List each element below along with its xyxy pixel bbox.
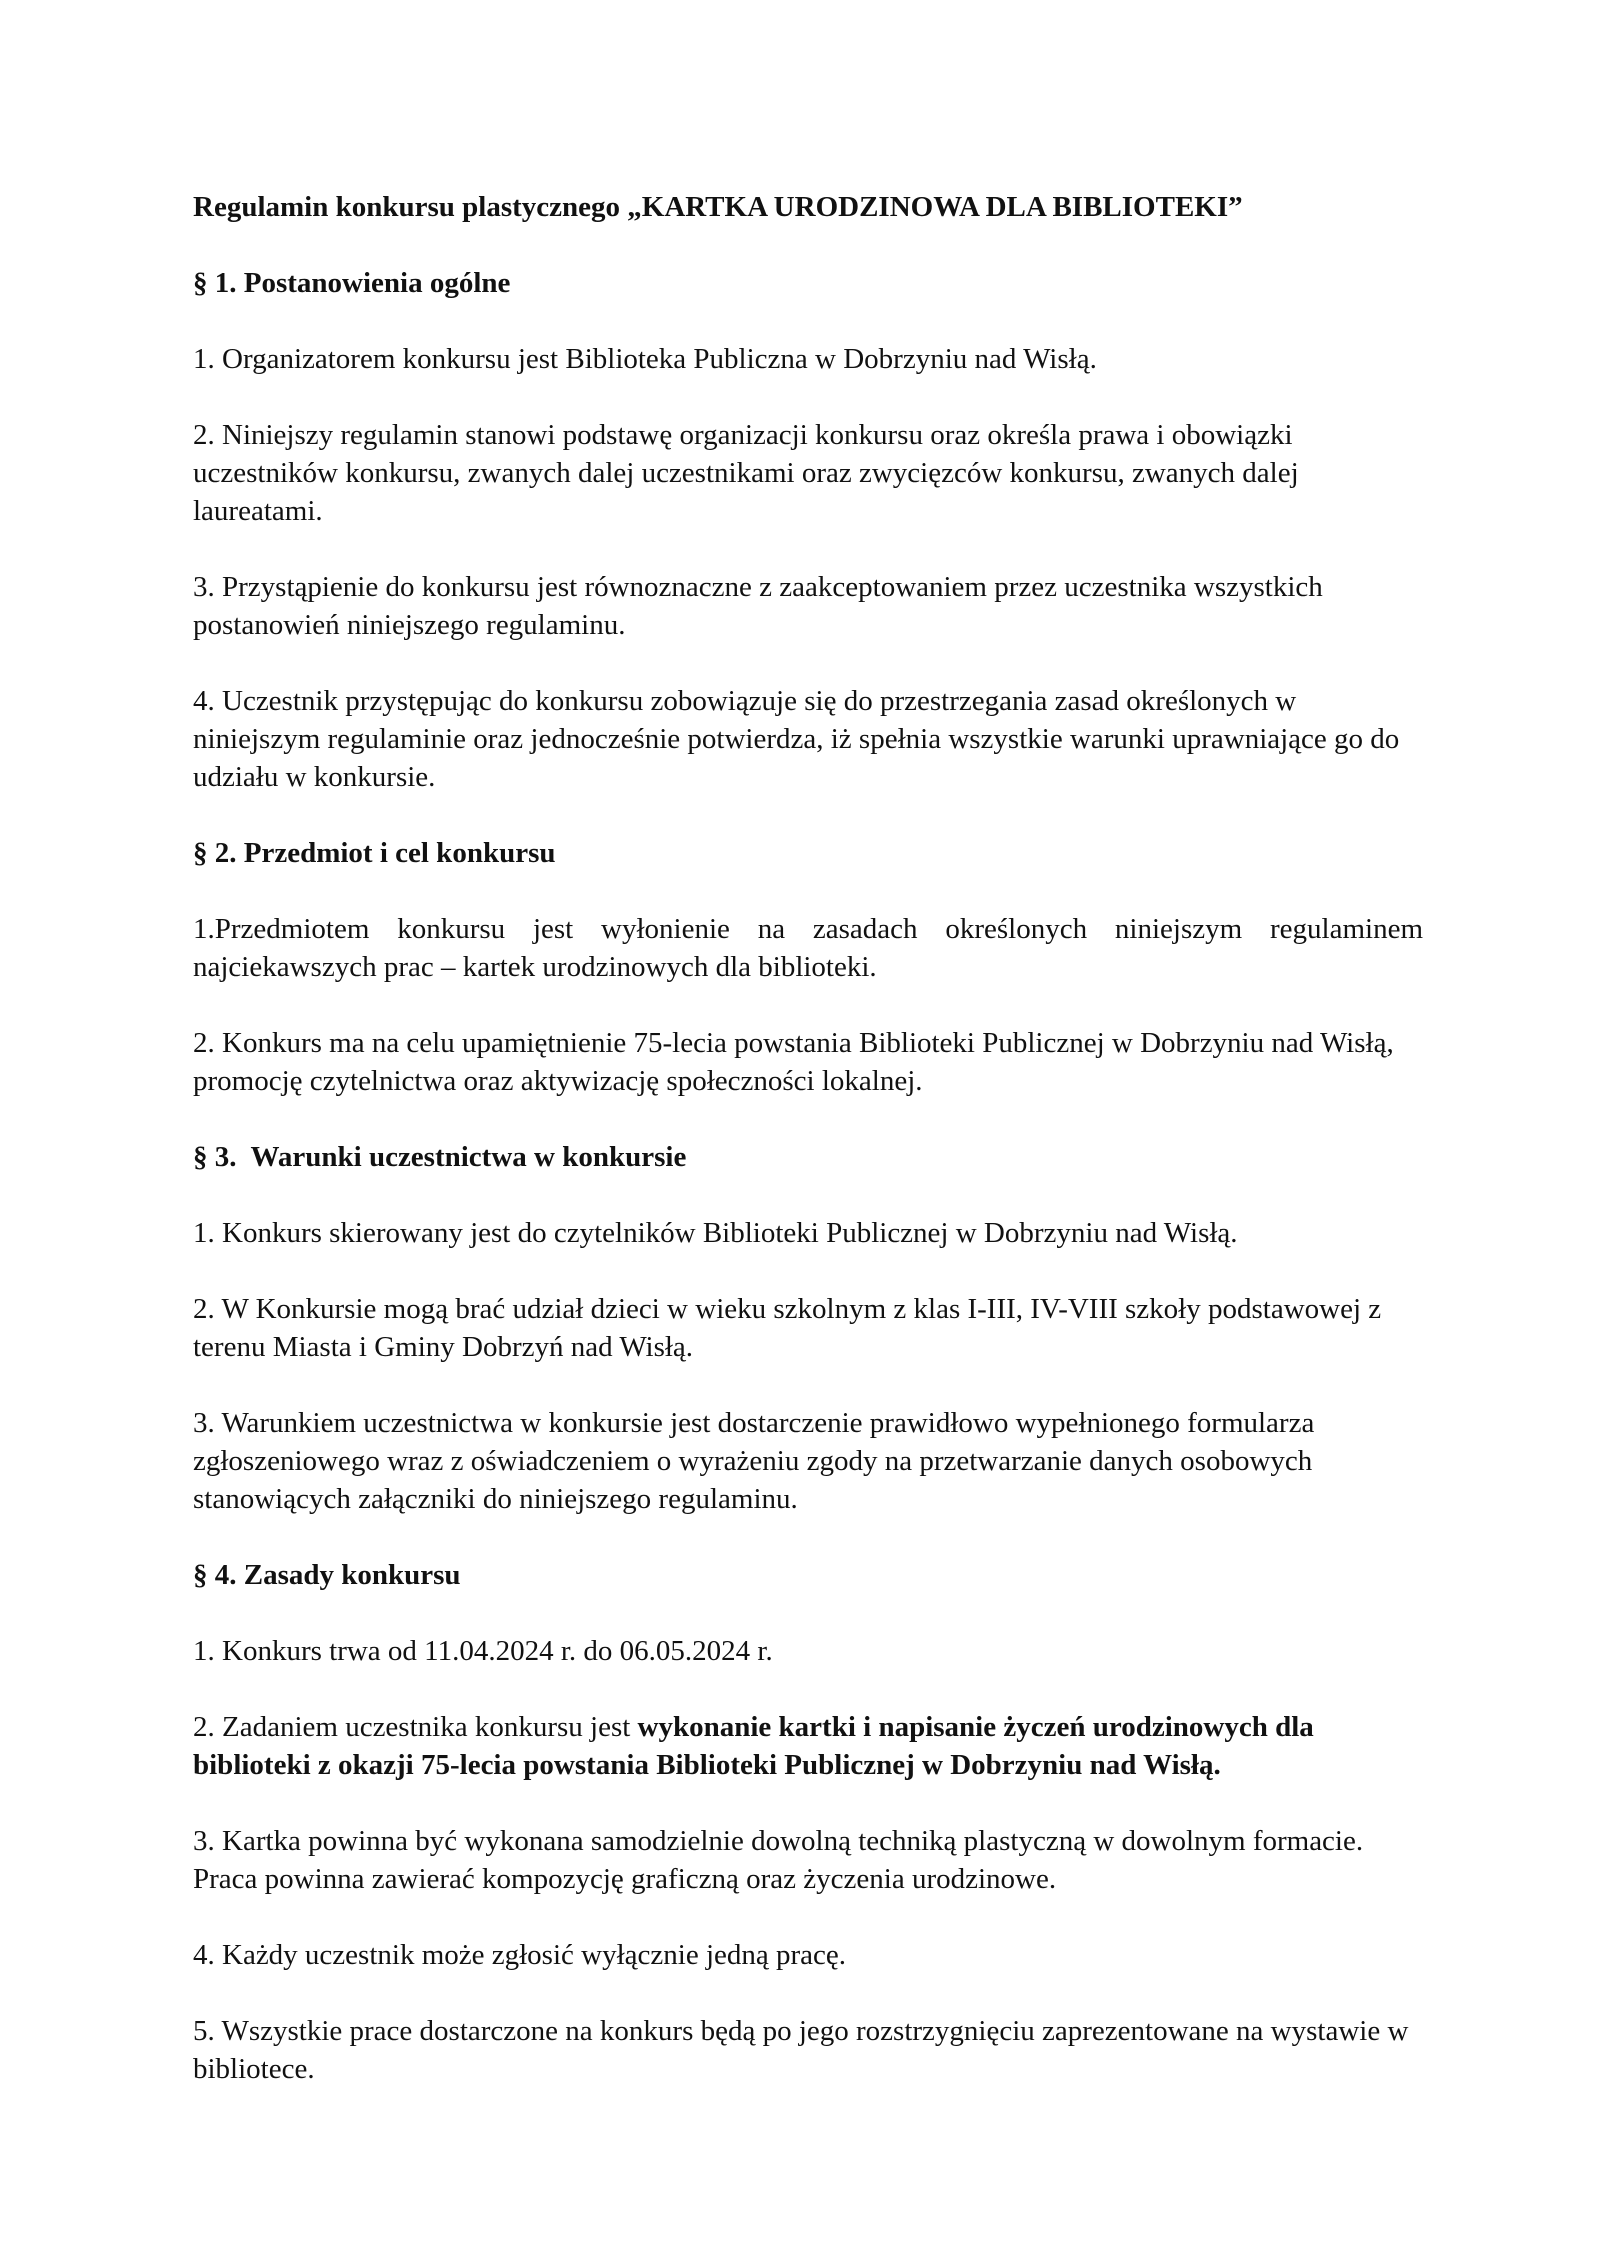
section-2 (193, 834, 1423, 1100)
section-heading: § 2. Przedmiot i cel konkursu (193, 837, 556, 869)
paragraph: 3. Warunkiem uczestnictwa w konkursie jest dostarczenie prawidłowo wypełnionego formularza zgłoszeniowego wraz z oświadczeniem o wyrażeniu zgody na przetwarzanie danych osobowych stanowiących załączniki do niniejszego regulaminu. (193, 1407, 1315, 1515)
section-heading: § 1. Postanowienia ogólne (193, 267, 511, 299)
document-title: Regulamin konkursu plastycznego „KARTKA URODZINOWA DLA BIBLIOTEKI” (193, 191, 1243, 223)
section-3 (193, 1138, 1423, 1518)
emphasized-text: wykonanie kartki i napisanie życzeń urodzinowych dla biblioteki z okazji 75-lecia powstania Biblioteki Publicznej w Dobrzyniu nad Wisłą. (193, 1711, 1314, 1781)
paragraph: 3. Przystąpienie do konkursu jest równoznaczne z zaakceptowaniem przez uczestnika wszystkich postanowień niniejszego regulaminu. (193, 571, 1323, 641)
paragraph: 2. W Konkursie mogą brać udział dzieci w wieku szkolnym z klas I-III, IV-VIII szkoły podstawowej z terenu Miasta i Gminy Dobrzyń nad Wisłą. (193, 1293, 1382, 1363)
section-heading: § 3. Warunki uczestnictwa w konkursie (193, 1141, 687, 1173)
paragraph: 2. Konkurs ma na celu upamiętnienie 75-lecia powstania Biblioteki Publicznej w Dobrzyniu nad Wisłą, promocję czytelnictwa oraz aktywizację społeczności lokalnej. (193, 1027, 1394, 1097)
paragraph-text: 2. Zadaniem uczestnika konkursu jest (193, 1711, 638, 1743)
paragraph: 1. Konkurs skierowany jest do czytelników Biblioteki Publicznej w Dobrzyniu nad Wisłą. (193, 1217, 1238, 1249)
paragraph-with-emphasis (193, 1708, 1423, 1784)
document-page (193, 188, 1423, 2126)
paragraph: 1. Organizatorem konkursu jest Biblioteka Publiczna w Dobrzyniu nad Wisłą. (193, 343, 1097, 375)
paragraph: 2. Niniejszy regulamin stanowi podstawę organizacji konkursu oraz określa prawa i obowiązki uczestników konkursu, zwanych dalej uczestnikami oraz zwycięzców konkursu, zwanych dalej laureatami. (193, 419, 1299, 527)
paragraph: 5. Wszystkie prace dostarczone na konkurs będą po jego rozstrzygnięciu zaprezentowane na wystawie w bibliotece. (193, 2015, 1409, 2085)
paragraph: 1. Konkurs trwa od 11.04.2024 r. do 06.05.2024 r. (193, 1635, 773, 1667)
section-4 (193, 1556, 1423, 2088)
section-heading: § 4. Zasady konkursu (193, 1559, 461, 1591)
section-1 (193, 264, 1423, 796)
paragraph: 4. Uczestnik przystępując do konkursu zobowiązuje się do przestrzegania zasad określonych w niniejszym regulaminie oraz jednocześnie potwierdza, iż spełnia wszystkie warunki uprawniające go do udziału w konkursie. (193, 685, 1400, 793)
paragraph: 1.Przedmiotem konkursu jest wyłonienie na zasadach określonych niniejszym regulaminem najciekawszych prac – kartek urodzinowych dla biblioteki. (193, 913, 1423, 983)
paragraph: 4. Każdy uczestnik może zgłosić wyłącznie jedną pracę. (193, 1939, 847, 1971)
paragraph: 3. Kartka powinna być wykonana samodzielnie dowolną techniką plastyczną w dowolnym formacie. Praca powinna zawierać kompozycję graficzną oraz życzenia urodzinowe. (193, 1825, 1364, 1895)
